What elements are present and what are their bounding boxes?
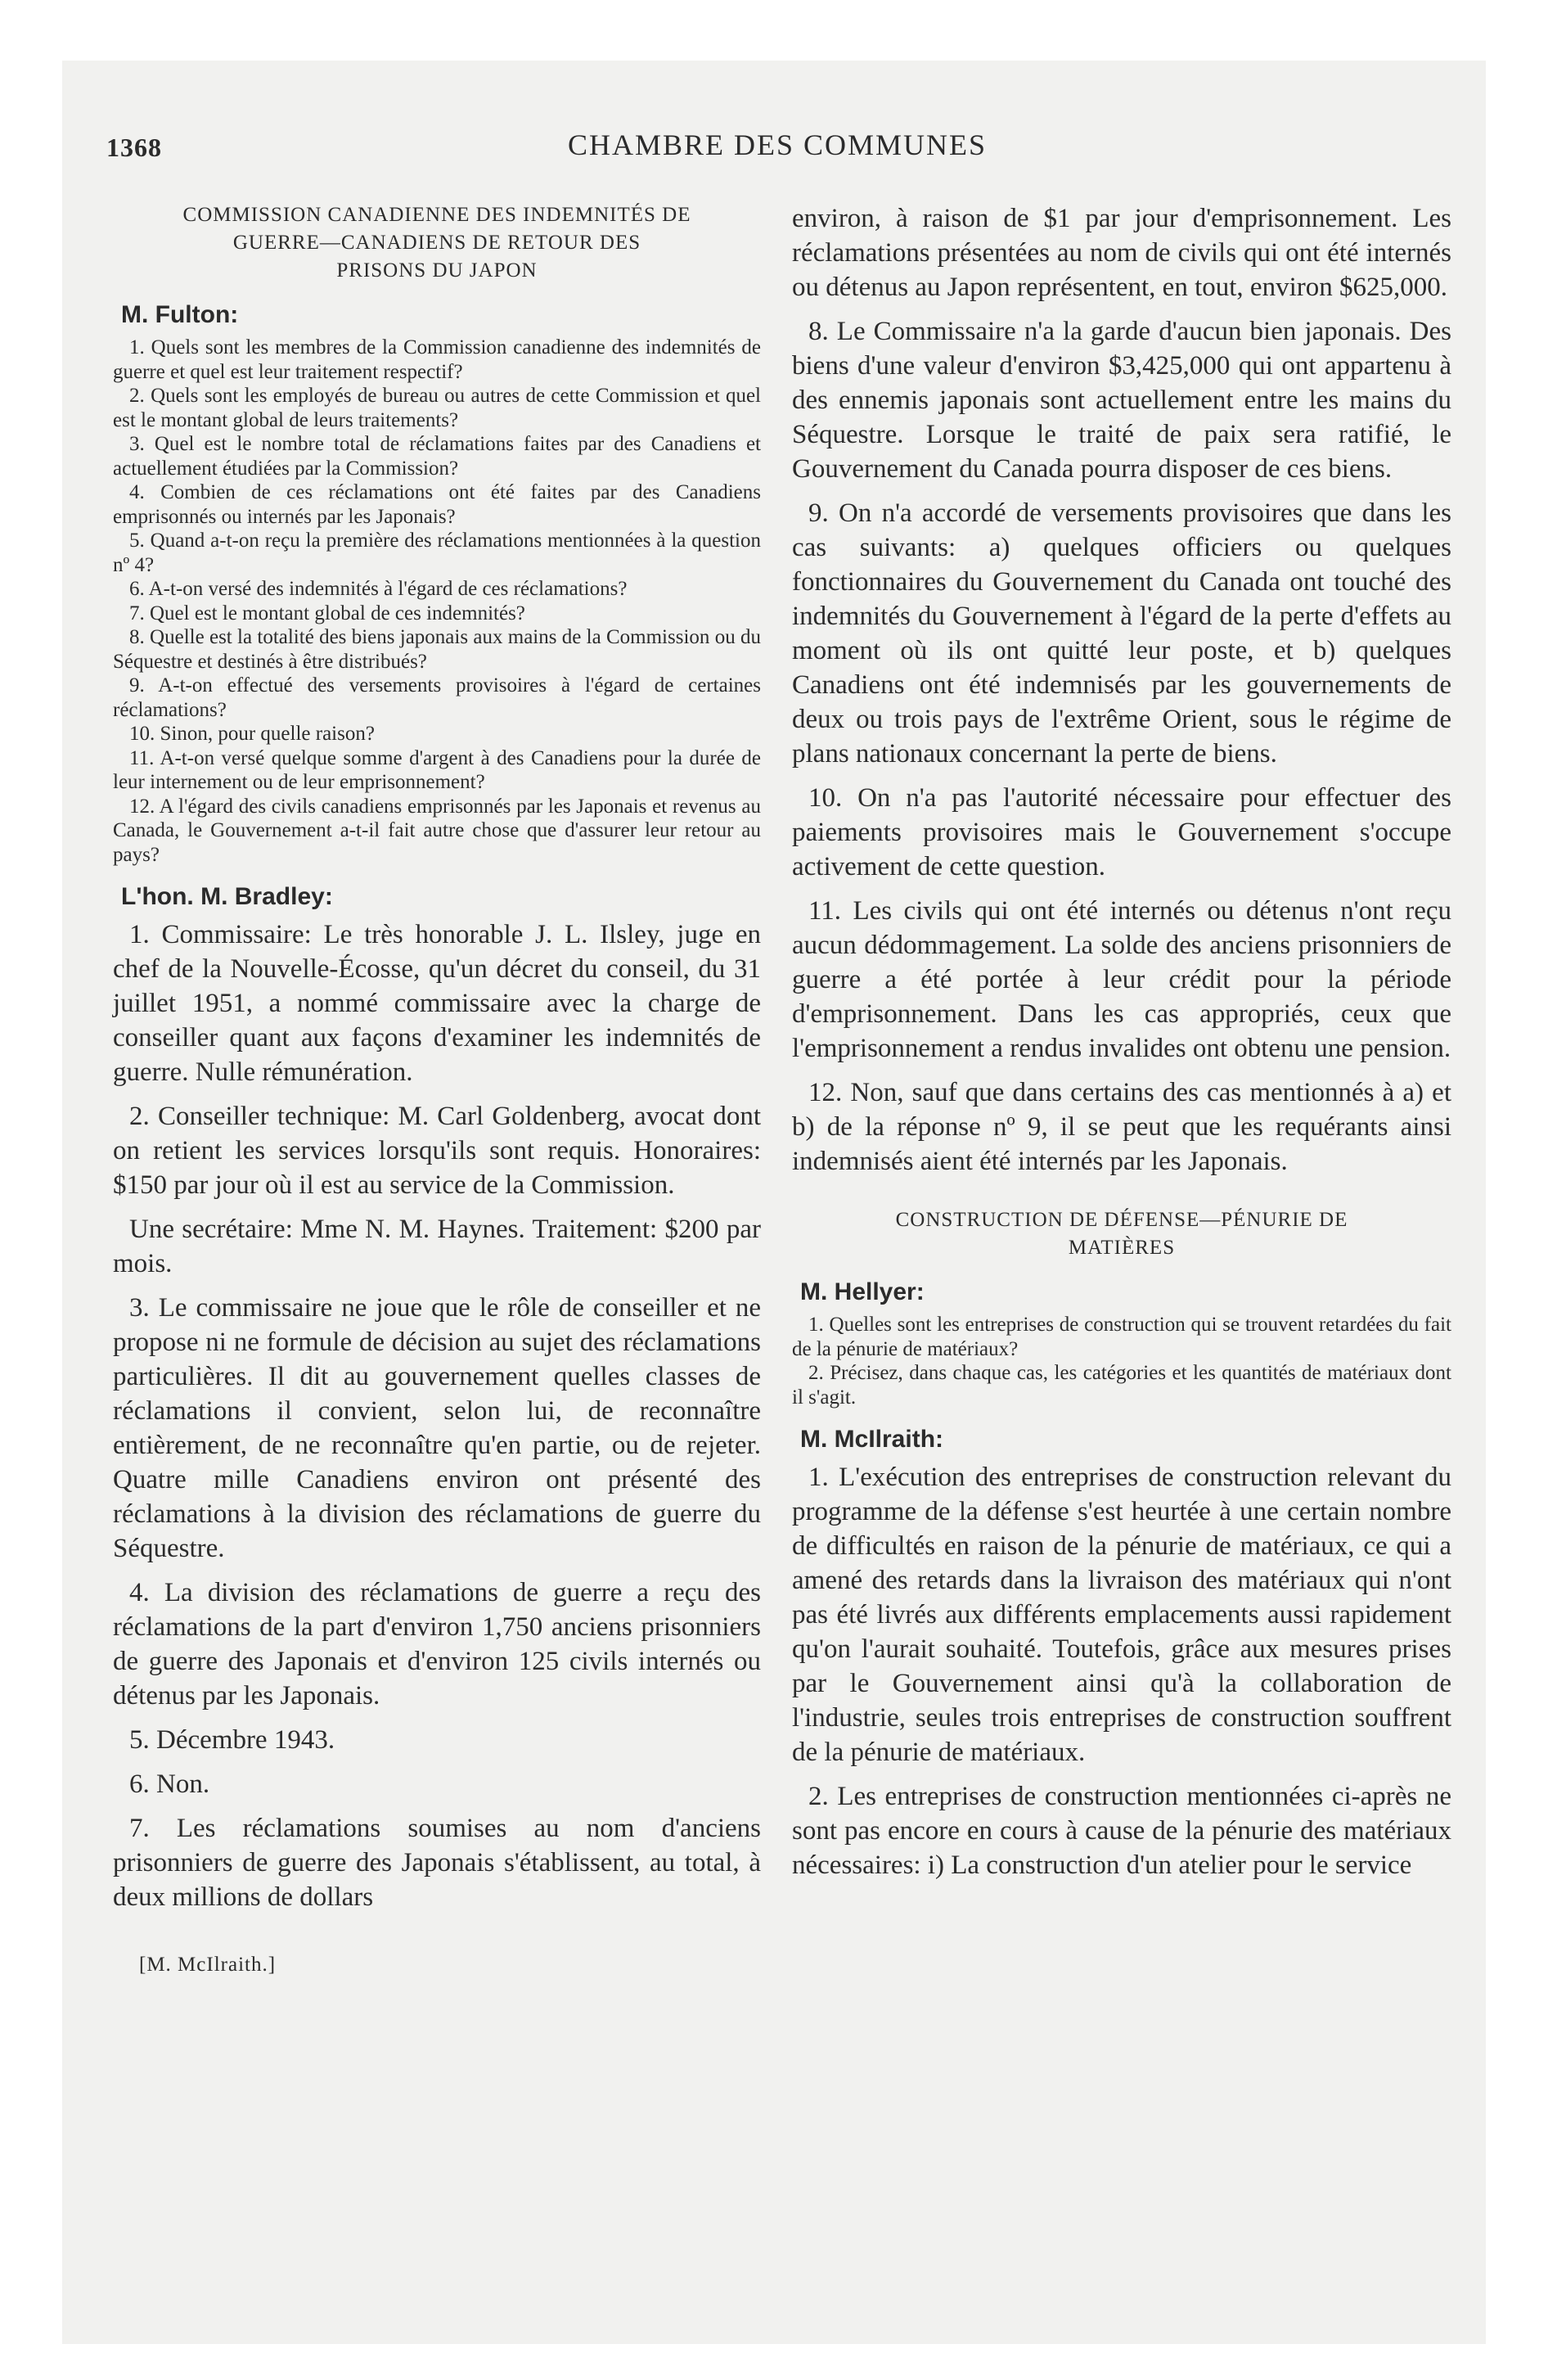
section-heading-line: MATIÈRES: [1068, 1237, 1176, 1259]
page-title: CHAMBRE DES COMMUNES: [567, 128, 988, 161]
question-item: 11. A-t-on versé quelque somme d'argent à des Canadiens pour la durée de leur internement ou de leur emprisonnement?: [113, 746, 761, 793]
answer-paragraph: 5. Décembre 1943.: [129, 1725, 335, 1755]
left-column: [113, 201, 761, 1977]
answer-paragraph: environ, à raison de $1 par jour d'emprisonnement. Les réclamations présentées au nom de civils qui ont été internés ou détenus au Japon représentent, en tout, environ $625,000.: [792, 204, 1451, 302]
answer-list: [113, 917, 761, 1914]
question-item: 6. A-t-on versé des indemnités à l'égard de ces réclamations?: [129, 578, 628, 600]
answer-paragraph: 4. La division des réclamations de guerre a reçu des réclamations de la part d'environ 1,750 anciens prisonniers de guerre des Japonais et d'environ 125 civils internés ou détenus par les Japonais.: [113, 1578, 761, 1711]
question-item: 4. Combien de ces réclamations ont été faites par des Canadiens emprisonnés ou internés par les Japonais?: [113, 481, 761, 528]
answer-paragraph: 8. Le Commissaire n'a la garde d'aucun bien japonais. Des biens d'une valeur d'environ $3,425,000 qui ont appartenu à des ennemis japonais sont actuellement entre les mains du Séquestre. Lorsque le traité de paix sera ratifié, le Gouvernement du Canada pourra disposer de ces biens.: [792, 317, 1451, 484]
answer-paragraph: 1. Commissaire: Le très honorable J. L. Ilsley, juge en chef de la Nouvelle-Écosse, qu'un décret du conseil, du 31 juillet 1951, a nommé commissaire avec la charge de conseiller quant aux façons d'examiner les indemnités de guerre. Nulle rémunération.: [113, 920, 761, 1087]
speaker-reference: [M. McIlraith.]: [139, 1954, 277, 1976]
section-heading-line: GUERRE—CANADIENS DE RETOUR DES: [232, 232, 641, 254]
answer-paragraph: 12. Non, sauf que dans certains des cas mentionnés à a) et b) de la réponse nº 9, il se peut que les requérants ainsi indemnisés aient été internés par les Japonais.: [792, 1078, 1451, 1176]
answer-list: [792, 1460, 1451, 1882]
answer-paragraph: 3. Le commissaire ne joue que le rôle de conseiller et ne propose ni ne formule de décision au sujet des réclamations particulières. Il dit au gouvernement quelles classes de réclamations il convient, selon lui, de reconnaître entièrement, de ne reconnaître qu'en partie, ou de rejeter. Quatre mille Canadiens environ ont présenté des réclamations à la division des réclamations de guerre du Séquestre.: [113, 1293, 761, 1563]
question-item: 9. A-t-on effectué des versements provisoires à l'égard de certaines réclamations?: [113, 674, 761, 721]
question-item: 1. Quels sont les membres de la Commission canadienne des indemnités de guerre et quel est leur traitement respectif?: [113, 336, 761, 383]
question-item: 8. Quelle est la totalité des biens japonais aux mains de la Commission ou du Séquestre et destinés à être distribués?: [113, 626, 761, 673]
page-header: [106, 128, 1448, 169]
section-heading-line: CONSTRUCTION DE DÉFENSE—PÉNURIE DE: [895, 1209, 1348, 1231]
section-heading-line: COMMISSION CANADIENNE DES INDEMNITÉS DE: [182, 204, 691, 226]
answer-paragraph: 2. Conseiller technique: M. Carl Goldenberg, avocat dont on retient les services lorsqu'ils sont requis. Honoraires: $150 par jour où il est au service de la Commission.: [113, 1102, 761, 1200]
answer-paragraph: 11. Les civils qui ont été internés ou détenus n'ont reçu aucun dédommagement. La solde des anciens prisonniers de guerre a été portée à leur crédit pour la période d'emprisonnement. Dans les cas appropriés, ceux que l'emprisonnement a rendus invalides ont obtenu une pension.: [792, 896, 1451, 1063]
question-item: 5. Quand a-t-on reçu la première des réclamations mentionnées à la question nº 4?: [113, 530, 761, 576]
speaker-name: M. McIlraith:: [800, 1426, 944, 1453]
question-item: 3. Quel est le nombre total de réclamations faites par des Canadiens et actuellement étudiées par la Commission?: [113, 433, 761, 480]
answer-list-continued: [792, 201, 1451, 1179]
answer-paragraph: 9. On n'a accordé de versements provisoires que dans les cas suivants: a) quelques officiers ou quelques fonctionnaires du Gouvernement du Canada ont touché des indemnités du Gouvernement à l'égard de la perte d'effets au moment où ils ont quitté leur poste, et b) quelques Canadiens ont été indemnisés par les gouvernements de deux ou trois pays de l'extrême Orient, sous le régime de plans nationaux concernant la perte de biens.: [792, 498, 1451, 769]
right-column: [792, 201, 1451, 1882]
answer-paragraph: Une secrétaire: Mme N. M. Haynes. Traitement: $200 par mois.: [113, 1215, 761, 1278]
question-list: [792, 1313, 1451, 1409]
speaker-name: M. Hellyer:: [800, 1278, 925, 1305]
question-item: 12. A l'égard des civils canadiens emprisonnés par les Japonais et revenus au Canada, le Gouvernement a-t-il fait autre chose que d'assurer leur retour au pays?: [113, 795, 761, 866]
answer-paragraph: 10. On n'a pas l'autorité nécessaire pour effectuer des paiements provisoires mais le Gouvernement s'occupe activement de cette question.: [792, 783, 1451, 881]
speaker-name: L'hon. M. Bradley:: [121, 883, 333, 910]
section-heading-line: PRISONS DU JAPON: [336, 259, 538, 282]
answer-paragraph: 7. Les réclamations soumises au nom d'anciens prisonniers de guerre des Japonais s'établissent, au total, à deux millions de dollars: [113, 1814, 761, 1912]
question-item: 2. Quels sont les employés de bureau ou autres de cette Commission et quel est le montant global de leurs traitements?: [113, 385, 761, 431]
question-item: 2. Précisez, dans chaque cas, les catégories et les quantités de matériaux dont il s'agit.: [792, 1362, 1451, 1409]
question-item: 7. Quel est le montant global de ces indemnités?: [129, 602, 525, 624]
answer-paragraph: 6. Non.: [129, 1769, 210, 1799]
answer-paragraph: 2. Les entreprises de construction mentionnées ci-après ne sont pas encore en cours à cause de la pénurie des matériaux nécessaires: i) La construction d'un atelier pour le service: [792, 1782, 1451, 1880]
question-list: [113, 336, 761, 867]
question-item: 1. Quelles sont les entreprises de construction qui se trouvent retardées du fait de la pénurie de matériaux?: [792, 1314, 1451, 1360]
answer-paragraph: 1. L'exécution des entreprises de construction relevant du programme de la défense s'est heurtée à une certain nombre de difficultés en raison de la pénurie de matériaux, ce qui a amené des retards dans la livraison des matériaux qui n'ont pas été livrés aux différents emplacements aussi rapidement qu'on l'aurait souhaité. Toutefois, grâce aux mesures prises par le Gouvernement ainsi qu'à la collaboration de l'industrie, seules trois entreprises de construction souffrent de la pénurie de matériaux.: [792, 1463, 1451, 1767]
speaker-name: M. Fulton:: [121, 301, 239, 328]
question-item: 10. Sinon, pour quelle raison?: [129, 723, 375, 745]
page-number: 1368: [106, 133, 162, 162]
